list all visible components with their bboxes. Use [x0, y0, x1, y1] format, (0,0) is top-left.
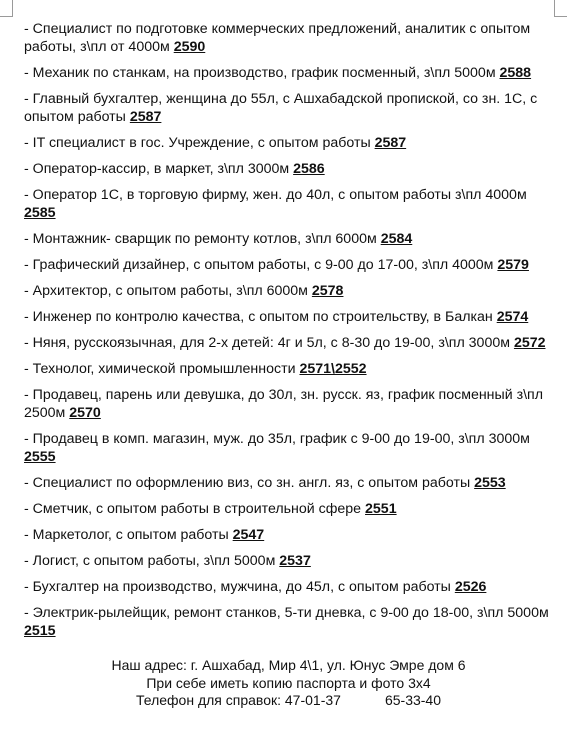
job-code: 2537 [279, 553, 311, 569]
job-description: - Специалист по оформлению виз, со зн. англ. яз, с опытом работы [24, 475, 475, 491]
job-item [24, 474, 560, 492]
contact-footer [0, 657, 577, 710]
footer-documents-note: При себе иметь копию паспорта и фото 3х4 [146, 674, 431, 691]
footer-address: Наш адрес: г. Ашхабад, Мир 4\1, ул. Юнус Эмре дом 6 [111, 657, 466, 673]
footer-phone-label: Телефон для справок: 47-01-37 [136, 692, 341, 708]
job-code: 2584 [380, 231, 413, 247]
job-description: - Сметчик, с опытом работы в строительной сфере [24, 501, 366, 517]
job-item [24, 20, 560, 56]
footer-phones [0, 692, 577, 710]
job-item [24, 134, 560, 152]
job-code: 2571\2552 [299, 361, 367, 377]
job-description: - Механик по станкам, на производство, график посменный, з\пл 5000м [24, 65, 500, 81]
job-description: - Оператор 1С, в торговую фирму, жен. до 40л, с опытом работы з\пл 4000м [24, 187, 527, 203]
job-item [24, 256, 560, 274]
job-code: 2587 [374, 135, 407, 151]
job-code: 2579 [497, 257, 529, 273]
job-description: - Специалист по подготовке коммерческих предложений, аналитик с опытом работы, з\пл от 4000м [24, 21, 531, 55]
job-code: 2555 [24, 449, 56, 465]
job-description: - Монтажник- сварщик по ремонту котлов, з\пл 6000м [24, 231, 381, 247]
job-item [24, 334, 560, 352]
job-item [24, 64, 560, 82]
job-item [24, 186, 560, 222]
page-corner-mark-left [0, 0, 13, 17]
job-description: - Продавец в комп. магазин, муж. до 35л, график с 9-00 до 19-00, з\пл 3000м [24, 431, 530, 447]
job-description: - Электрик-рылейщик, ремонт станков, 5-ти дневка, с 9-00 до 18-00, з\пл 5000м [24, 605, 549, 621]
job-code: 2587 [129, 109, 162, 125]
job-code: 2586 [293, 161, 325, 177]
job-code: 2590 [173, 39, 206, 55]
job-description: - Технолог, химической промышленности [24, 361, 300, 377]
job-code: 2572 [513, 335, 546, 351]
job-item [24, 230, 560, 248]
job-code: 2515 [24, 623, 56, 639]
job-item [24, 578, 560, 596]
job-description: - Оператор-кассир, в маркет, з\пл 3000м [24, 161, 294, 177]
job-description: - Архитектор, с опытом работы, з\пл 6000м [24, 283, 312, 299]
job-description: - Бухгалтер на производство, мужчина, до 45л, с опытом работы [24, 579, 455, 595]
job-description: - Маркетолог, с опытом работы [24, 527, 233, 543]
job-code: 2574 [496, 309, 529, 325]
job-description: - Продавец, парень или девушка, до 30л, зн. русск. яз, график посменный з\пл 2500м [24, 387, 543, 421]
job-item [24, 90, 560, 126]
job-item [24, 282, 560, 300]
job-code: 2547 [232, 527, 265, 543]
footer-phone-2: 65-33-40 [384, 692, 441, 708]
job-code: 2578 [311, 283, 344, 299]
job-description: - IT специалист в гос. Учреждение, с опытом работы [24, 135, 375, 151]
job-item [24, 604, 560, 640]
job-item [24, 308, 560, 326]
job-item [24, 500, 560, 518]
job-item [24, 526, 560, 544]
job-code: 2585 [24, 205, 56, 221]
job-code: 2526 [454, 579, 487, 595]
job-item [24, 360, 560, 378]
job-code: 2553 [474, 475, 506, 491]
job-code: 2570 [69, 405, 101, 421]
job-description: - Инженер по контролю качества, с опытом по строительству, в Балкан [24, 309, 497, 325]
job-item [24, 386, 560, 422]
job-code: 2588 [499, 65, 532, 81]
job-item [24, 552, 560, 570]
job-list [24, 20, 560, 648]
job-item [24, 430, 560, 466]
job-description: - Логист, с опытом работы, з\пл 5000м [24, 553, 280, 569]
job-code: 2551 [365, 501, 397, 517]
job-description: - Графический дизайнер, с опытом работы, с 9-00 до 17-00, з\пл 4000м [24, 257, 498, 273]
job-description: - Няня, русскоязычная, для 2-х детей: 4г и 5л, с 8-30 до 19-00, з\пл 3000м [24, 335, 514, 351]
page-corner-mark-right [554, 0, 567, 17]
job-description: - Главный бухгалтер, женщина до 55л, с Ашхабадской пропиской, со зн. 1С, с опытом работы [24, 91, 538, 125]
job-item [24, 160, 560, 178]
